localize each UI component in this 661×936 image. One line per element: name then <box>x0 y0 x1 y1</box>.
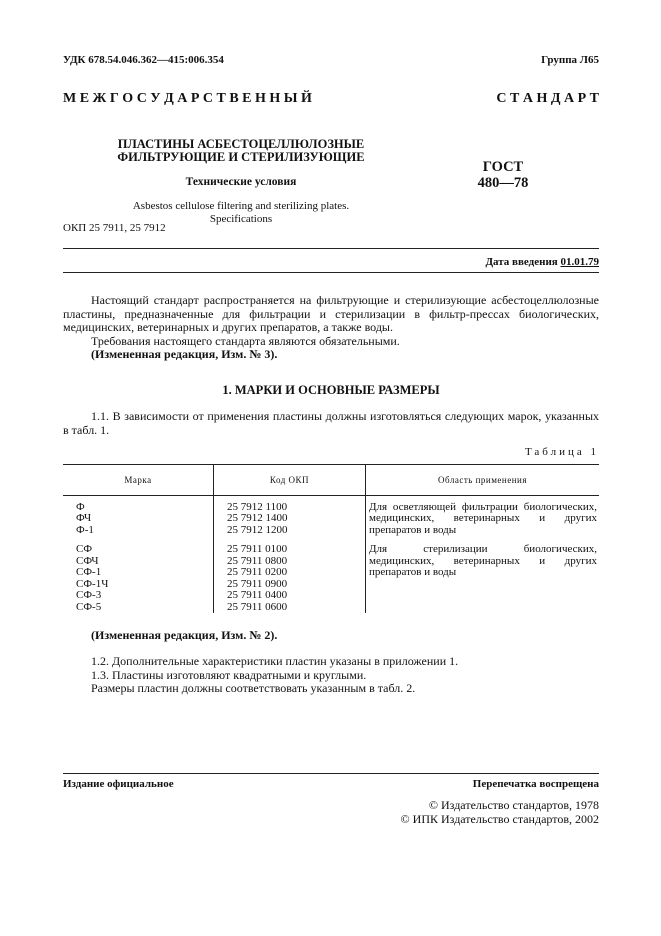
gost-block <box>468 159 538 191</box>
table-caption: Таблица 1 <box>524 446 599 458</box>
title-line-1: ПЛАСТИНЫ АСБЕСТОЦЕЛЛЮЛОЗНЫЕ <box>117 137 365 151</box>
reprint-forbidden: Перепечатка воспрещена <box>472 778 599 790</box>
table-row <box>63 536 599 613</box>
table-row <box>63 495 599 536</box>
code-item: 25 7912 1200 <box>227 523 288 536</box>
section-1-2-1-3 <box>63 655 599 696</box>
intro-date <box>485 256 599 268</box>
mark-item: СФ-5 <box>76 600 102 613</box>
title-line-2: ФИЛЬТРУЮЩИЕ И СТЕРИЛИЗУЮЩИЕ <box>117 150 365 164</box>
area-text: Для осветляющей фильтрации биологических, медицинских, ветеринарных и других препаратов и воды <box>369 500 597 536</box>
group-code: Группа Л65 <box>541 54 599 66</box>
edit-note-2 <box>63 629 599 643</box>
code-item: 25 7911 0200 <box>227 566 288 578</box>
section-heading: 1. МАРКИ И ОСНОВНЫЕ РАЗМЕРЫ <box>222 383 440 397</box>
intro-date-label: Дата введения <box>485 256 558 268</box>
document-title <box>96 138 386 164</box>
copyright-line-1: © Издательство стандартов, 1978 <box>428 798 599 812</box>
mark-item: СФ-3 <box>76 589 102 601</box>
code-item: 25 7912 1100 <box>227 500 288 513</box>
standard-banner <box>63 91 599 107</box>
code-item: 25 7911 0400 <box>227 589 288 601</box>
table-header-area: Область применения <box>366 465 600 496</box>
gost-label: ГОСТ <box>482 159 524 175</box>
table-header-code: Код ОКП <box>214 465 366 496</box>
mark-item: ФЧ <box>76 512 92 524</box>
paragraph-1-3: 1.3. Пластины изготовляют квадратными и круглыми. <box>91 667 367 682</box>
table-header-row <box>63 465 599 496</box>
document-subtitle: Технические условия <box>185 176 297 188</box>
divider-date <box>63 272 599 273</box>
intro-edit-note: (Измененная редакция, Изм. № 3). <box>91 347 278 361</box>
table-cell-marks <box>63 495 214 536</box>
area-text: Для стерилизации биологических, медицинских, ветеринарных и других препаратов и воды <box>369 543 597 578</box>
edit-note-text: (Измененная редакция, Изм. № 2). <box>91 628 278 642</box>
table-cell-area <box>366 536 600 613</box>
mark-item: СФ <box>76 543 93 555</box>
divider-top <box>63 248 599 249</box>
code-item: 25 7911 0600 <box>227 600 288 613</box>
mark-item: Ф-1 <box>76 523 94 536</box>
udk-code: УДК 678.54.046.362—415:006.354 <box>63 54 224 66</box>
code-item: 25 7911 0800 <box>227 554 288 567</box>
code-item: 25 7911 0900 <box>227 577 288 590</box>
marks-table <box>63 464 599 613</box>
intro-date-value: 01.01.79 <box>560 256 599 268</box>
paragraph-1-1: 1.1. В зависимости от применения пластины должны изготовляться следующих марок, указанных в табл. 1. <box>63 409 599 437</box>
banner-word-2: С Т А Н Д А Р Т <box>496 91 599 106</box>
mark-item: СФ-1 <box>76 566 102 578</box>
banner-word-1: М Е Ж Г О С У Д А Р С Т В Е Н Н Ы Й <box>63 91 312 106</box>
copyright-block <box>401 799 599 826</box>
english-title-line-1: Asbestos cellulose filtering and sterilizing plates. <box>132 200 350 212</box>
intro-text <box>63 294 599 362</box>
table-header-mark: Марка <box>63 465 214 496</box>
paragraph-1-2: 1.2. Дополнительные характеристики пластин указаны в приложении 1. <box>91 654 459 668</box>
divider-footer <box>63 773 599 774</box>
paragraph-sizes: Размеры пластин должны соответствовать указанным в табл. 2. <box>91 681 416 695</box>
intro-paragraph-1: Настоящий стандарт распространяется на фильтрующие и стерилизующие асбестоцеллюлозные пластины, предназначенные для фильтрации и стерилизации в фильтр-прессах биологических, медицинских, ветеринарных и других препаратов, а также воды. <box>63 293 599 334</box>
table-cell-codes <box>214 495 366 536</box>
mark-item: Ф <box>76 500 85 513</box>
table-cell-codes <box>214 536 366 613</box>
official-edition: Издание официальное <box>63 778 174 790</box>
okp-codes: ОКП 25 7911, 25 7912 <box>63 222 166 234</box>
table-cell-area <box>366 495 600 536</box>
english-title-line-2: Specifications <box>209 213 273 225</box>
mark-item: СФ-1Ч <box>76 577 109 590</box>
intro-paragraph-2: Требования настоящего стандарта являются обязательными. <box>91 333 400 348</box>
gost-number: 480—78 <box>477 175 529 191</box>
code-item: 25 7912 1400 <box>227 512 288 524</box>
mark-item: СФЧ <box>76 554 99 567</box>
copyright-line-2: © ИПК Издательство стандартов, 2002 <box>400 811 599 826</box>
code-item: 25 7911 0100 <box>227 543 288 555</box>
section-1-1 <box>63 410 599 437</box>
table-cell-marks <box>63 536 214 613</box>
